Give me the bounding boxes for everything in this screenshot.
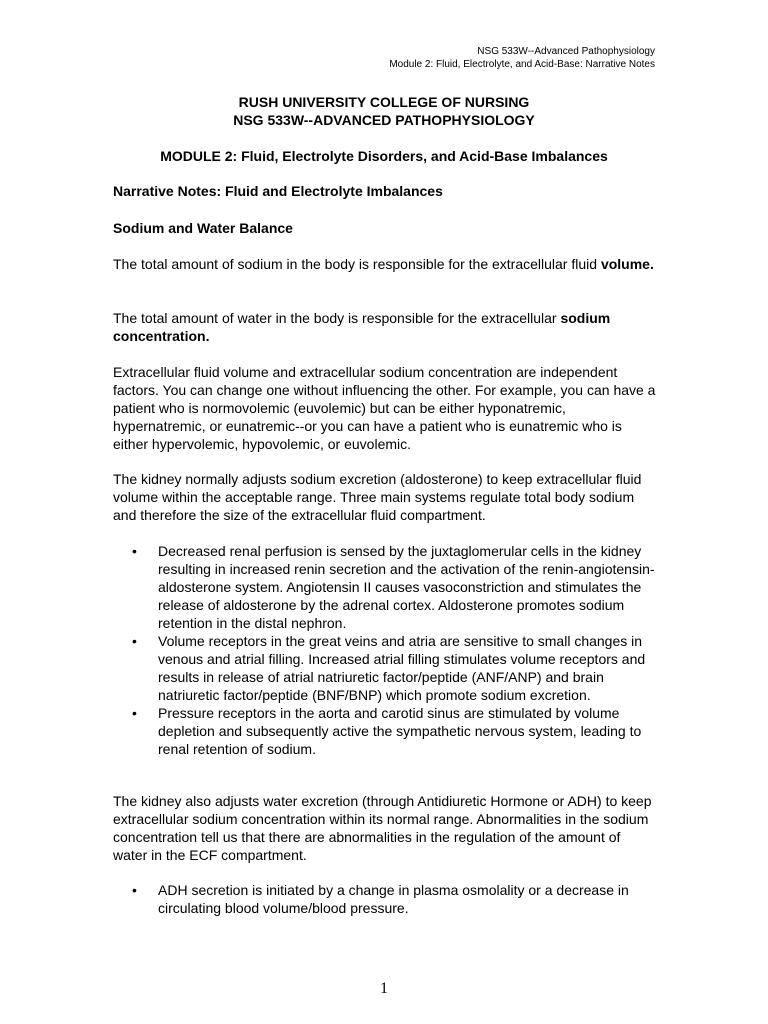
running-header: [389, 45, 655, 71]
bullet-icon: •: [132, 543, 137, 559]
bullet-icon: •: [132, 882, 137, 898]
narrative-heading: Narrative Notes: Fluid and Electrolyte Imbalances: [113, 183, 443, 199]
module-title: MODULE 2: Fluid, Electrolyte Disorders, and Acid-Base Imbalances: [160, 148, 608, 164]
p2-bold: sodium concentration.: [113, 310, 611, 344]
water-sodium-paragraph: [113, 309, 658, 345]
list-item: [113, 704, 658, 758]
sodium-volume-paragraph: [113, 255, 658, 273]
section-heading: Sodium and Water Balance: [113, 220, 293, 236]
page-number: 1: [380, 980, 388, 997]
p1-text: The total amount of sodium in the body is responsible for the extracellular fluid: [113, 256, 601, 272]
header-module: Module 2: Fluid, Electrolyte, and Acid-Base: Narrative Notes: [389, 59, 655, 70]
list-item-text: Volume receptors in the great veins and atria are sensitive to small changes in venous and atrial filling. Increased atrial filling stimulates volume receptors and results in release of atrial natriuretic factor/peptide (ANF/ANP) and brain natriuretic factor/peptide (BNF/BNP) which promote sodium excretion.: [158, 633, 646, 703]
kidney-water-paragraph: The kidney also adjusts water excretion (through Antidiuretic Hormone or ADH) to keep extracellular sodium concentration within its normal range. Abnormalities in the sodium concentration tell us that there are abnormalities in the regulation of the amount of water in the ECF compartment.: [113, 793, 652, 863]
course-title: NSG 533W--ADVANCED PATHOPHYSIOLOGY: [233, 112, 535, 128]
list-item: [113, 881, 658, 917]
list-item-text: Decreased renal perfusion is sensed by the juxtaglomerular cells in the kidney resulting in increased renin secretion and the activation of the renin-angiotensin-aldosterone system. Angiotensin II causes vasoconstriction and stimulates the release of aldosterone by the adrenal cortex. Aldosterone promotes sodium retention in the distal nephron.: [158, 543, 655, 631]
bullet-icon: •: [132, 633, 137, 649]
list-item: [113, 632, 658, 704]
bullet-icon: •: [132, 705, 137, 721]
university-title: RUSH UNIVERSITY COLLEGE OF NURSING: [238, 94, 530, 110]
header-course: NSG 533W--Advanced Pathophysiology: [477, 46, 655, 57]
kidney-sodium-paragraph: The kidney normally adjusts sodium excretion (aldosterone) to keep extracellular fluid volume within the acceptable range. Three main systems regulate total body sodium and therefore the size of the extracellular fluid compartment.: [113, 471, 642, 523]
list-item-text: ADH secretion is initiated by a change in plasma osmolality or a decrease in circulating blood volume/blood pressure.: [158, 882, 629, 916]
p2-text: The total amount of water in the body is responsible for the extracellular: [113, 310, 561, 326]
list-item: [113, 542, 658, 632]
p1-bold: volume.: [600, 256, 654, 272]
independent-factors-paragraph: Extracellular fluid volume and extracellular sodium concentration are independent factors. You can change one without influencing the other. For example, you can have a patient who is normovolemic (euvolemic) but can be either hyponatremic, hypernatremic, or eunatremic--or you can have a patient who is eunatremic who is either hypervolemic, hypovolemic, or euvolemic.: [113, 364, 656, 452]
sodium-regulation-list: [113, 542, 658, 758]
list-item-text: Pressure receptors in the aorta and carotid sinus are stimulated by volume depletion and subsequently active the sympathetic nervous system, leading to renal retention of sodium.: [158, 705, 642, 757]
adh-list: [113, 881, 658, 917]
